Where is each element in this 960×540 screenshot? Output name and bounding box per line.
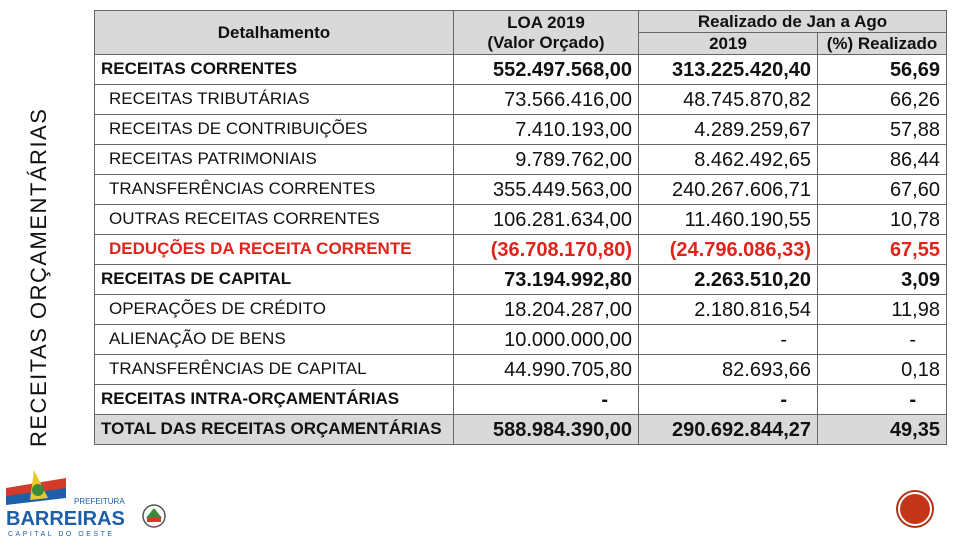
- table-row: [95, 385, 947, 415]
- header-loa: [454, 11, 639, 55]
- logo-barreiras: BARREIRAS: [6, 508, 125, 530]
- cell-label: RECEITAS PATRIMONIAIS: [95, 145, 454, 175]
- table-row: [95, 145, 947, 175]
- cell-loa: 73.194.992,80: [454, 265, 639, 295]
- cell-loa: 18.204.287,00: [454, 295, 639, 325]
- cell-loa: 44.990.705,80: [454, 355, 639, 385]
- cell-real: 2.180.816,54: [639, 295, 818, 325]
- cell-pct: 57,88: [818, 115, 947, 145]
- cell-real: -: [639, 325, 818, 355]
- cell-real: 2.263.510,20: [639, 265, 818, 295]
- cell-real: 8.462.492,65: [639, 145, 818, 175]
- cell-label: RECEITAS DE CAPITAL: [95, 265, 454, 295]
- cell-label: OPERAÇÕES DE CRÉDITO: [95, 295, 454, 325]
- cell-real: 48.745.870,82: [639, 85, 818, 115]
- cell-loa: 10.000.000,00: [454, 325, 639, 355]
- table-row: [95, 115, 947, 145]
- receitas-table: [94, 10, 947, 445]
- cell-pct: 67,60: [818, 175, 947, 205]
- cell-label: RECEITAS TRIBUTÁRIAS: [95, 85, 454, 115]
- header-detalhamento: Detalhamento: [95, 11, 454, 55]
- header-loa-line2: (Valor Orçado): [487, 32, 605, 52]
- cell-real: 4.289.259,67: [639, 115, 818, 145]
- next-slide-button[interactable]: [898, 492, 932, 526]
- cell-loa: 73.566.416,00: [454, 85, 639, 115]
- table-row: [95, 235, 947, 265]
- logo-emblem-center: [32, 484, 44, 496]
- table-row: [95, 295, 947, 325]
- cell-label: TRANSFERÊNCIAS DE CAPITAL: [95, 355, 454, 385]
- cell-real: 82.693,66: [639, 355, 818, 385]
- table-row: [95, 205, 947, 235]
- cell-pct: 49,35: [818, 415, 947, 445]
- cell-pct: 11,98: [818, 295, 947, 325]
- cell-loa: 7.410.193,00: [454, 115, 639, 145]
- cell-loa: 355.449.563,00: [454, 175, 639, 205]
- cell-loa: 552.497.568,00: [454, 55, 639, 85]
- cell-label: OUTRAS RECEITAS CORRENTES: [95, 205, 454, 235]
- header-year: 2019: [639, 33, 818, 55]
- header-loa-line1: LOA 2019: [507, 12, 585, 32]
- cell-pct: 66,26: [818, 85, 947, 115]
- cell-label: RECEITAS CORRENTES: [95, 55, 454, 85]
- cell-pct: -: [818, 325, 947, 355]
- cell-label: DEDUÇÕES DA RECEITA CORRENTE: [95, 235, 454, 265]
- cell-loa: 106.281.634,00: [454, 205, 639, 235]
- cell-loa: -: [454, 385, 639, 415]
- logo-prefeitura: PREFEITURA: [74, 497, 125, 506]
- cell-real: (24.796.086,33): [639, 235, 818, 265]
- logo-tagline: CAPITAL DO OESTE: [8, 531, 115, 538]
- cell-label: ALIENAÇÃO DE BENS: [95, 325, 454, 355]
- table-row: [95, 265, 947, 295]
- cell-real: -: [639, 385, 818, 415]
- cell-label: TOTAL DAS RECEITAS ORÇAMENTÁRIAS: [95, 415, 454, 445]
- cell-real: 240.267.606,71: [639, 175, 818, 205]
- side-title: RECEITAS ORÇAMENTÁRIAS: [26, 107, 51, 447]
- cell-pct: 86,44: [818, 145, 947, 175]
- cell-label: RECEITAS INTRA-ORÇAMENTÁRIAS: [95, 385, 454, 415]
- cell-pct: 56,69: [818, 55, 947, 85]
- header-realizado: Realizado de Jan a Ago: [639, 11, 947, 33]
- cell-pct: -: [818, 385, 947, 415]
- table-row: [95, 85, 947, 115]
- table-row: [95, 175, 947, 205]
- cell-loa: 9.789.762,00: [454, 145, 639, 175]
- table-row: [95, 55, 947, 85]
- table-row: [95, 415, 947, 445]
- cell-pct: 10,78: [818, 205, 947, 235]
- cell-real: 290.692.844,27: [639, 415, 818, 445]
- cell-label: RECEITAS DE CONTRIBUIÇÕES: [95, 115, 454, 145]
- prefeitura-barreiras-logo: [4, 470, 169, 538]
- cell-loa: (36.708.170,80): [454, 235, 639, 265]
- cell-loa: 588.984.390,00: [454, 415, 639, 445]
- cell-pct: 0,18: [818, 355, 947, 385]
- header-percent: (%) Realizado: [818, 33, 947, 55]
- table-row: [95, 355, 947, 385]
- table-row: [95, 325, 947, 355]
- cell-label: TRANSFERÊNCIAS CORRENTES: [95, 175, 454, 205]
- cell-real: 11.460.190,55: [639, 205, 818, 235]
- cell-real: 313.225.420,40: [639, 55, 818, 85]
- cell-pct: 3,09: [818, 265, 947, 295]
- cell-pct: 67,55: [818, 235, 947, 265]
